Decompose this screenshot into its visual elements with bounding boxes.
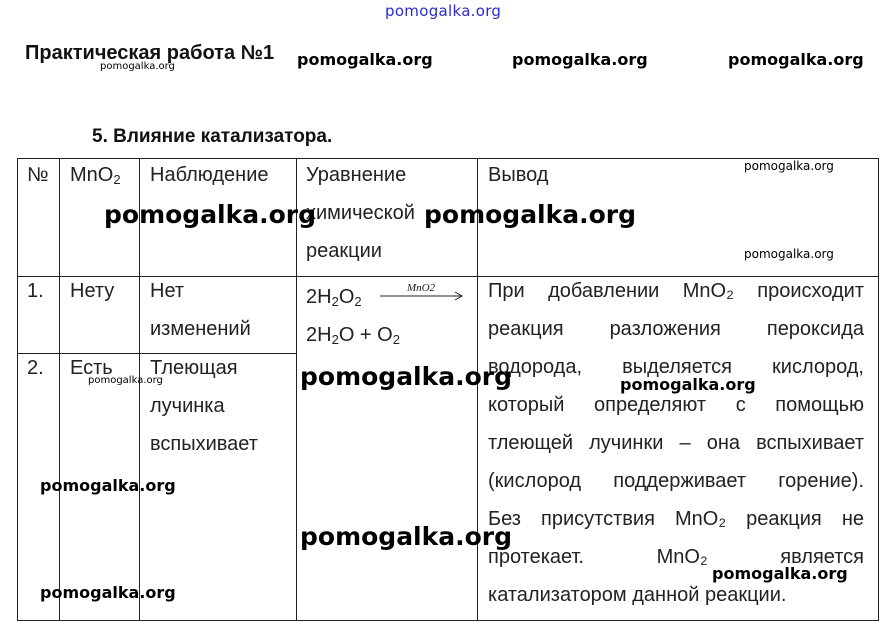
watermark: pomogalka.org	[88, 375, 163, 386]
watermark: pomogalka.org	[728, 50, 864, 69]
watermark: pomogalka.org	[300, 522, 513, 551]
watermark: pomogalka.org	[40, 476, 176, 495]
watermark: pomogalka.org	[744, 247, 834, 261]
page-title: Практическая работа №1	[25, 42, 275, 64]
watermark: pomogalka.org	[512, 50, 648, 69]
table-border	[17, 620, 879, 621]
header-equation-line: химической	[306, 202, 415, 224]
conclusion-line: реакция разложения пероксида	[488, 318, 864, 340]
conclusion-line: водорода, выделяется кислород,	[488, 356, 864, 378]
watermark: pomogalka.org	[424, 200, 637, 229]
equation-product: $2H_2O + O_2$	[306, 324, 400, 347]
table-border	[59, 158, 60, 620]
section-heading: 5. Влияние катализатора.	[92, 126, 333, 147]
equation-catalyst: MnO2	[406, 282, 436, 294]
conclusion-line: тлеющей лучинки – она вспыхивает	[488, 432, 864, 454]
equation-reactant: $2H_2O_2$	[306, 286, 362, 309]
row2-observation-line: лучинка	[150, 395, 225, 417]
watermark: pomogalka.org	[100, 61, 175, 72]
watermark: pomogalka.org	[620, 375, 756, 394]
row2-observation-line: вспыхивает	[150, 433, 258, 455]
watermark: pomogalka.org	[297, 50, 433, 69]
row1-mno2: Нету	[70, 280, 115, 302]
conclusion-line: который определяют с помощью	[488, 394, 864, 416]
watermark: pomogalka.org	[744, 159, 834, 173]
header-mno2: MnO$_2$	[70, 164, 121, 187]
header-num: №	[27, 164, 49, 186]
conclusion-line: (кислород поддерживает горение).	[488, 470, 864, 492]
row2-observation-line: Тлеющая	[150, 357, 238, 379]
conclusion-line: катализатором данной реакции.	[488, 584, 787, 606]
reaction-arrow-icon	[380, 291, 464, 301]
watermark: pomogalka.org	[300, 362, 513, 391]
row1-num: 1.	[27, 280, 44, 302]
watermark-top: pomogalka.org	[385, 2, 502, 20]
row1-observation-line: изменений	[150, 318, 251, 340]
conclusion-line: протекает. MnO₂ является	[488, 546, 864, 568]
watermark: pomogalka.org	[104, 200, 317, 229]
table-border	[17, 158, 18, 620]
header-equation-line: реакции	[306, 240, 382, 262]
watermark: pomogalka.org	[40, 583, 176, 602]
conclusion-line: Без присутствия MnO₂ реакция не	[488, 508, 864, 530]
row2-num: 2.	[27, 357, 44, 379]
header-conclusion: Вывод	[488, 164, 549, 186]
row1-observation-line: Нет	[150, 280, 185, 302]
conclusion-line: При добавлении MnO₂ происходит	[488, 280, 864, 302]
header-observation: Наблюдение	[150, 164, 269, 186]
header-equation-line: Уравнение	[306, 164, 407, 186]
table-border	[878, 158, 879, 620]
watermark: pomogalka.org	[712, 564, 848, 583]
row2-mno2: Есть	[70, 357, 113, 379]
